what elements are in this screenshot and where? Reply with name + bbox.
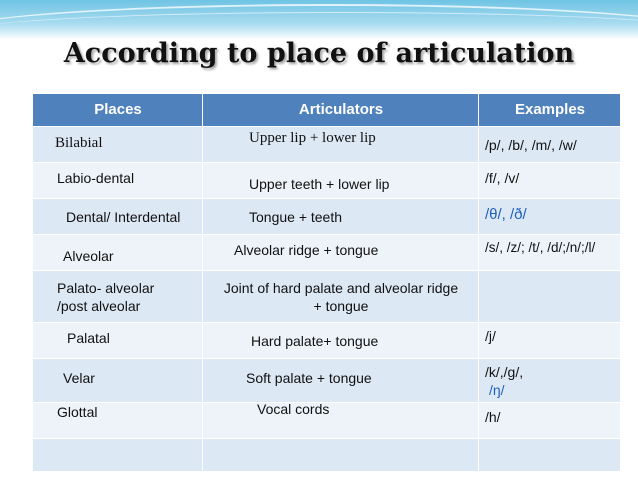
examples-cell-row	[479, 127, 621, 163]
examples-cell-row	[479, 163, 621, 199]
place-cell: Alveolar	[63, 248, 114, 264]
table-header-places	[33, 94, 203, 127]
examples-cell-row	[479, 403, 621, 439]
examples-cell: /h/	[485, 409, 501, 425]
examples-cell-row	[479, 359, 621, 403]
table-row	[33, 127, 203, 163]
examples-cell-row	[479, 199, 621, 235]
header-label-articulators: Articulators	[298, 101, 384, 118]
articulators-cell-row	[203, 403, 479, 439]
examples-cell: /θ/, /ð/	[485, 206, 527, 223]
examples-cell-row	[479, 323, 621, 359]
articulators-cell-row	[203, 235, 479, 271]
table-row	[33, 403, 203, 439]
articulators-cell: Upper teeth + lower lip	[249, 176, 390, 192]
examples-cell: /j/	[485, 328, 496, 344]
articulators-cell-row	[203, 163, 479, 199]
articulators-cell-line-1: Joint of hard palate and alveolar ridge	[223, 280, 459, 296]
articulators-cell-line-2: + tongue	[313, 298, 369, 314]
examples-cell-line-1: /k/,/g/,	[485, 364, 524, 380]
place-cell: Velar	[63, 370, 95, 386]
articulation-table	[33, 94, 621, 472]
examples-cell-row	[479, 271, 621, 323]
examples-cell-row	[479, 439, 621, 472]
articulators-cell: Vocal cords	[257, 401, 330, 417]
articulators-cell: Soft palate + tongue	[246, 370, 372, 386]
place-cell: Dental/ Interdental	[66, 209, 181, 225]
table-row	[33, 439, 203, 472]
articulators-cell-row	[203, 127, 479, 163]
place-cell-line-1: Palato- alveolar	[57, 280, 155, 296]
examples-cell: /f/, /v/	[485, 170, 520, 186]
table-row	[33, 235, 203, 271]
articulators-cell: Hard palate+ tongue	[251, 333, 379, 349]
articulators-cell: Upper lip + lower lip	[249, 130, 376, 146]
place-cell: Labio-dental	[57, 170, 135, 186]
examples-cell: /s/, /z/; /t/, /d/;/n/;/l/	[485, 240, 596, 255]
place-cell: Palatal	[67, 330, 110, 346]
examples-cell-row	[479, 235, 621, 271]
examples-cell: /p/, /b/, /m/, /w/	[485, 137, 577, 153]
header-label-examples: Examples	[514, 101, 586, 118]
place-cell: Bilabial	[55, 135, 103, 151]
place-cell-line-2: /post alveolar	[57, 298, 141, 314]
articulators-cell-row	[203, 271, 479, 323]
table-row	[33, 323, 203, 359]
articulators-cell: Alveolar ridge + tongue	[234, 242, 379, 258]
table-row	[33, 359, 203, 403]
articulators-cell: Tongue + teeth	[249, 209, 343, 225]
place-cell: Glottal	[57, 404, 98, 420]
table-row	[33, 163, 203, 199]
articulators-cell-row	[203, 199, 479, 235]
articulators-cell-row	[203, 359, 479, 403]
table-header-articulators	[203, 94, 479, 127]
header-label-places: Places	[94, 101, 142, 118]
table-row	[33, 199, 203, 235]
articulators-cell-row	[203, 439, 479, 472]
examples-cell-line-2: /ŋ/	[489, 382, 505, 398]
slide-title: According to place of articulation	[63, 38, 575, 69]
table-header-examples	[479, 94, 621, 127]
table-row	[33, 271, 203, 323]
articulators-cell-row	[203, 323, 479, 359]
